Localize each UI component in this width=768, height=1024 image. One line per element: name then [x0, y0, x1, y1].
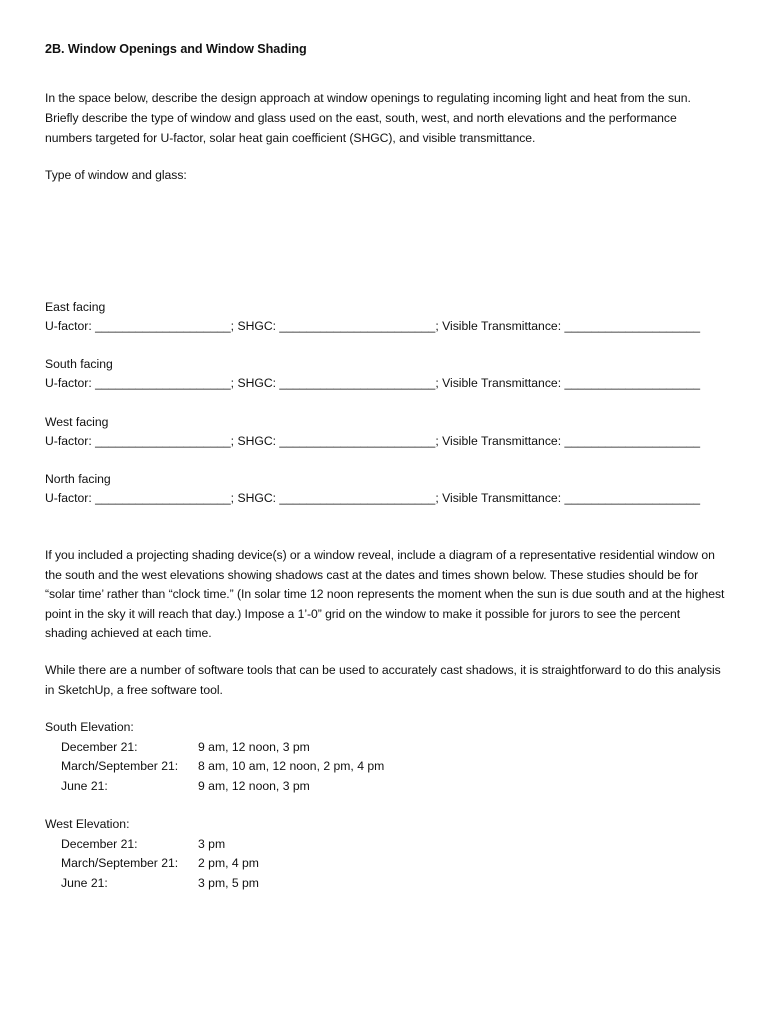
facing-east	[45, 298, 725, 336]
performance-fields: U-factor: ____________________; SHGC: _______________________; Visible Transmittance: ____________________	[45, 434, 701, 448]
performance-fields: U-factor: ____________________; SHGC: _______________________; Visible Transmittance: ____________________	[45, 319, 701, 333]
performance-fields: U-factor: ____________________; SHGC: _______________________; Visible Transmittance: ____________________	[45, 491, 701, 505]
facing-south	[45, 355, 725, 393]
facing-north	[45, 470, 725, 508]
schedule-date: March/September 21:	[61, 856, 179, 870]
schedule-times: 3 pm	[198, 836, 226, 851]
elevation-heading: West Elevation:	[45, 817, 130, 831]
performance-fields: U-factor: ____________________; SHGC: _______________________; Visible Transmittance: ____________________	[45, 376, 701, 390]
schedule-row	[45, 874, 465, 894]
schedule-row	[45, 835, 465, 855]
schedule-times: 9 am, 12 noon, 3 pm	[198, 778, 310, 793]
schedule-times: 8 am, 10 am, 12 noon, 2 pm, 4 pm	[198, 759, 385, 773]
shading-paragraph: If you included a projecting shading device(s) or a window reveal, include a diagram of a representative residential window on the south and the west elevations showing shadows cast at the dates and times shown below. These studies should be for “solar time’ rather than “clock time.” (In solar time 12 noon represents the moment when the sun is due south and at the highest point in the sky it will reach that day.) Impose a 1’-0” grid on the window to make it possible for jurors to see the percent shading achieved at each time.	[45, 548, 725, 640]
west-elevation-schedule	[45, 815, 465, 895]
schedule-date: December 21:	[61, 739, 138, 754]
schedule-row	[45, 854, 465, 874]
schedule-row	[45, 777, 465, 797]
software-paragraph: While there are a number of software tools that can be used to accurately cast shadows, it is straightforward to do this analysis in SketchUp, a free software tool.	[45, 663, 721, 697]
facing-label: South facing	[45, 357, 113, 371]
facing-label: North facing	[45, 472, 111, 486]
schedule-date: December 21:	[61, 836, 138, 851]
south-elevation-schedule	[45, 718, 465, 798]
facing-label: West facing	[45, 415, 109, 429]
schedule-date: June 21:	[61, 778, 108, 793]
schedule-times: 9 am, 12 noon, 3 pm	[198, 739, 310, 754]
schedule-times: 3 pm, 5 pm	[198, 875, 259, 890]
section-title: 2B. Window Openings and Window Shading	[45, 42, 307, 56]
schedule-date: June 21:	[61, 875, 108, 890]
intro-paragraph: In the space below, describe the design approach at window openings to regulating incoming light and heat from the sun. Briefly describe the type of window and glass used on the east, south, west, and north elevations and the performance numbers targeted for U-factor, solar heat gain coefficient (SHGC), and visible transmittance.	[45, 91, 691, 145]
window-type-label: Type of window and glass:	[45, 168, 187, 182]
facing-label: East facing	[45, 300, 106, 314]
schedule-row	[45, 757, 465, 777]
schedule-row	[45, 738, 465, 758]
elevation-heading: South Elevation:	[45, 720, 134, 734]
schedule-date: March/September 21:	[61, 759, 179, 773]
schedule-times: 2 pm, 4 pm	[198, 856, 259, 870]
facing-west	[45, 413, 725, 451]
